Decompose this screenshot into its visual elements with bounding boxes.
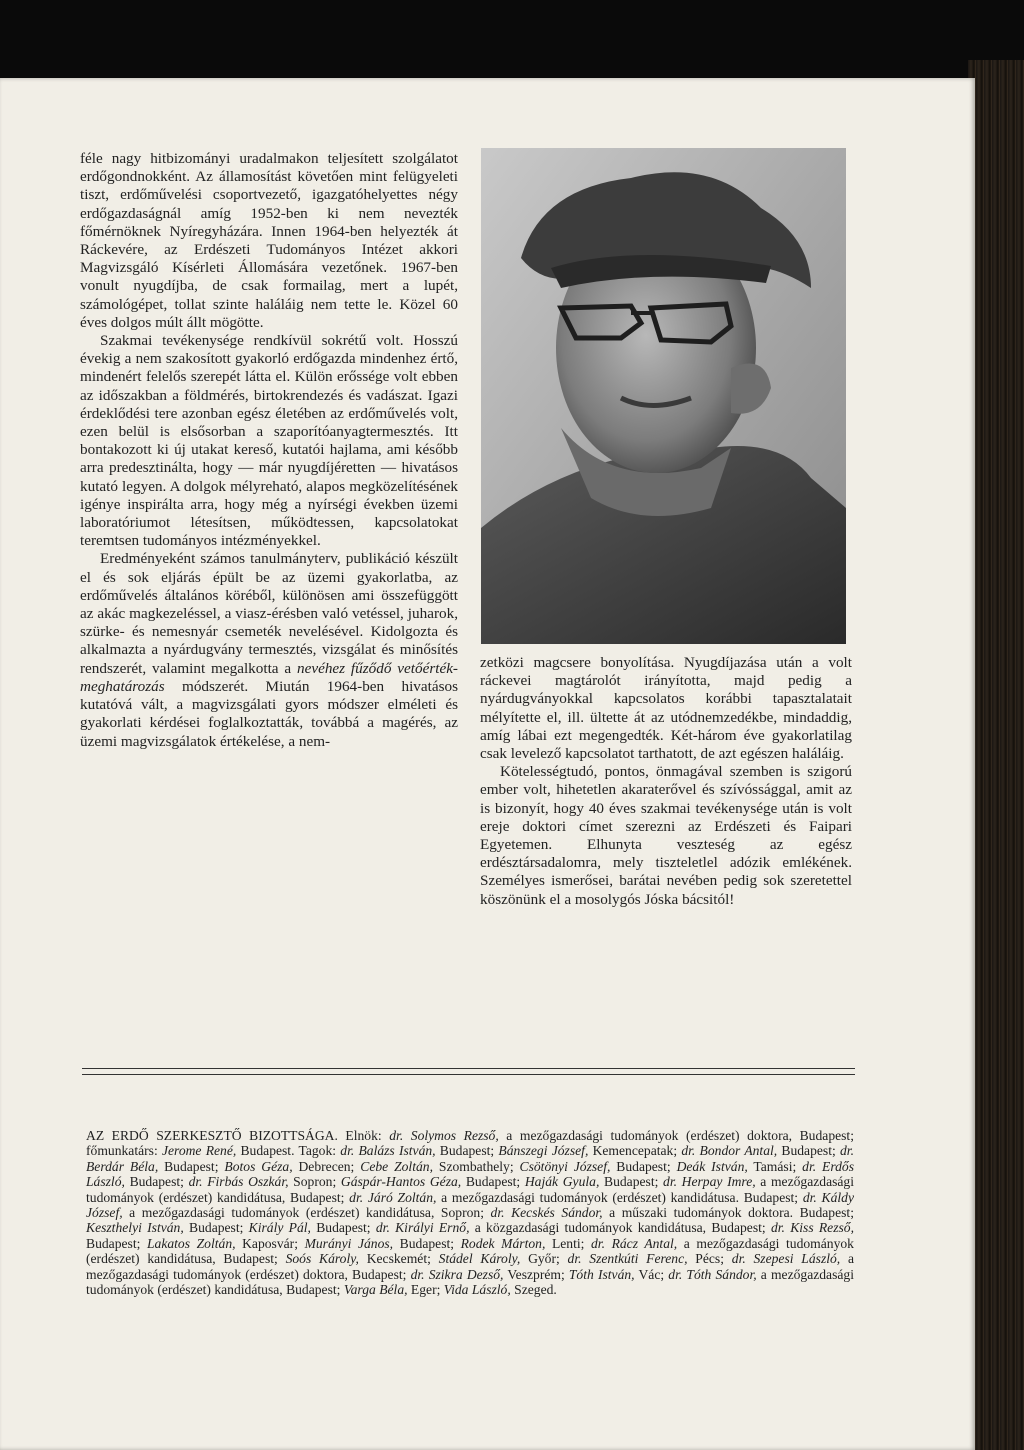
book-spine — [968, 60, 1024, 1450]
paragraph-professional-activity: Szakmai tevékenysége rendkívül sokrétű volt. Hosszú évekig a nem szakosított gyakorló erdőgazda mindenhez értő, mindenért felelős szerepét látta el. Külön erőssége volt ebben az időszakban a földmérés, birtokrendezés és vadászat. Igazi érdeklődési tere azonban egész életében az erdőművelés volt, ezen belül is elsősorban a szaporítóanyagtermesztés. Itt bontakozott ki új utakat kereső, kutatói hajlama, ami később arra predesztinálta, hogy — már nyugdíjéretten — hivatásos kutató legyen. A dolgok mélyreható, alapos megközelítésének igénye inspirálta arra, hogy még a nyírségi években üzemi laboratóriumot létesítsen, működtessen, kapcsolatokat teremtsen tudományos intézményekkel. — [80, 332, 458, 550]
paragraph-retirement: zetközi magcsere bonyolítása. Nyugdíjazása után a volt ráckevei magtárolót irányította, majd pedig a nyárdugványokkal kapcsolatos korábbi tapasztalatait mélyítette el, ill. ültette át az utódnemzedékbe, mindaddig, amíg lábai ezt megengedték. Két-három éve gyakorlatilag csak levelező kapcsolatot tarthatott, de azt egészen haláláig. — [480, 654, 852, 763]
article-left-column — [80, 150, 458, 751]
divider-line-bottom — [82, 1074, 855, 1075]
paragraph-career: féle nagy hitbizományi uradalmakon teljesített szolgálatot erdőgondnokként. Az államosítást követően mint felügyeleti tiszt, erdőművelési csoportvezető, igazgatóhelyettes négy erdőgazdaságnál amíg 1952-ben ki nem nevezték főmérnöknek Nyíregyházára. Innen 1964-ben helyezték át Ráckevére, az Erdészeti Tudományos Intézet akkori Magvizsgáló Kísérleti Állomására vezetőnek. 1967-ben vonult nyugdíjba, de csak formailag, mert a lupét, számológépet, tollat szinte haláláig nem tette le. Közel 60 éves dolgos múlt állt mögötte. — [80, 150, 458, 331]
article-right-column — [480, 654, 852, 909]
paragraph-character: Kötelességtudó, pontos, önmagával szemben is szigorú ember volt, hihetetlen akaraterővel és szívóssággal, amit az is bizonyít, hogy 40 éves szakmai tevékenysége után is volt ereje doktori címet szerezni az Erdészeti és Faipari Egyetemen. Elhunyta veszteség az egész erdésztársadalomra, mely tiszteletlel adózik emlékének. Személyes ismerősei, barátai nevében pedig sok szeretettel köszönünk el a mosolygós Jóska bácsitól! — [480, 763, 852, 908]
editorial-board-credits: AZ ERDŐ SZERKESZTŐ BIZOTTSÁGA. Elnök: dr. Solymos Rezső, a mezőgazdasági tudományok (erdészet) doktora, Budapest; főmunkatárs: Jerome René, Budapest. Tagok: dr. Balázs István, Budapest; Bánszegi József, Kemencepatak; dr. Bondor Antal, Budapest; dr. Berdár Béla, Budapest; Botos Géza, Debrecen; Cebe Zoltán, Szombathely; Csötönyi József, Budapest; Deák István, Tamási; dr. Erdős László, Budapest; dr. Firbás Oszkár, Sopron; Gáspár-Hantos Géza, Budapest; Haják Gyula, Budapest; dr. Herpay Imre, a mezőgazdasági tudományok (erdészet) kandidátusa, Budapest; dr. Járó Zoltán, a mezőgazdasági tudományok (erdészet) kandidátusa. Budapest; dr. Káldy József, a mezőgazdasági tudományok (erdészet) kandidátusa, Sopron; dr. Kecskés Sándor, a műszaki tudományok doktora. Budapest; Keszthelyi István, Budapest; Király Pál, Budapest; dr. Királyi Ernő, a közgazdasági tudományok kandidátusa, Budapest; dr. Kiss Rezső, Budapest; Lakatos Zoltán, Kaposvár; Murányi János, Budapest; Rodek Márton, Lenti; dr. Rácz Antal, a mezőgazdasági tudományok (erdészet) kandidátusa, Budapest; Soós Károly, Kecskemét; Stádel Károly, Győr; dr. Szentkúti Ferenc, Pécs; dr. Szepesi László, a mezőgazdasági tudományok (erdészet) doktora, Budapest; dr. Szikra Dezső, Veszprém; Tóth István, Vác; dr. Tóth Sándor, a mezőgazdasági tudományok (erdészet) kandidátusa, Budapest; Varga Béla, Eger; Vida László, Szeged. — [86, 1128, 855, 1298]
paragraph-results: Eredményeként számos tanulmányterv, publikáció készült el és sok eljárás épült be az üzemi gyakorlatba, az erdőművelés általános köréből, különösen ami összefüggött az akác magkezeléssel, a viasz-érésben való vetéssel, juharok, szürke- és nemesnyár csemeték nevelésével. Kidolgozta és alkalmazta a nyárdugvány termesztés, vizsgálat és minősítés rendszerét, valamint megalkotta a nevéhez fűződő vetőérték-meghatározás módszerét. Miután 1964-ben hivatásos kutatóvá vált, a magvizsgálati gyors módszer elméleti és gyakorlati kérdései foglalkoztatták, továbbá a magérés, az üzemi magvizsgálatok értékelése, a nem- — [80, 550, 458, 750]
portrait-photo — [481, 148, 846, 644]
divider-line-top — [82, 1068, 855, 1069]
